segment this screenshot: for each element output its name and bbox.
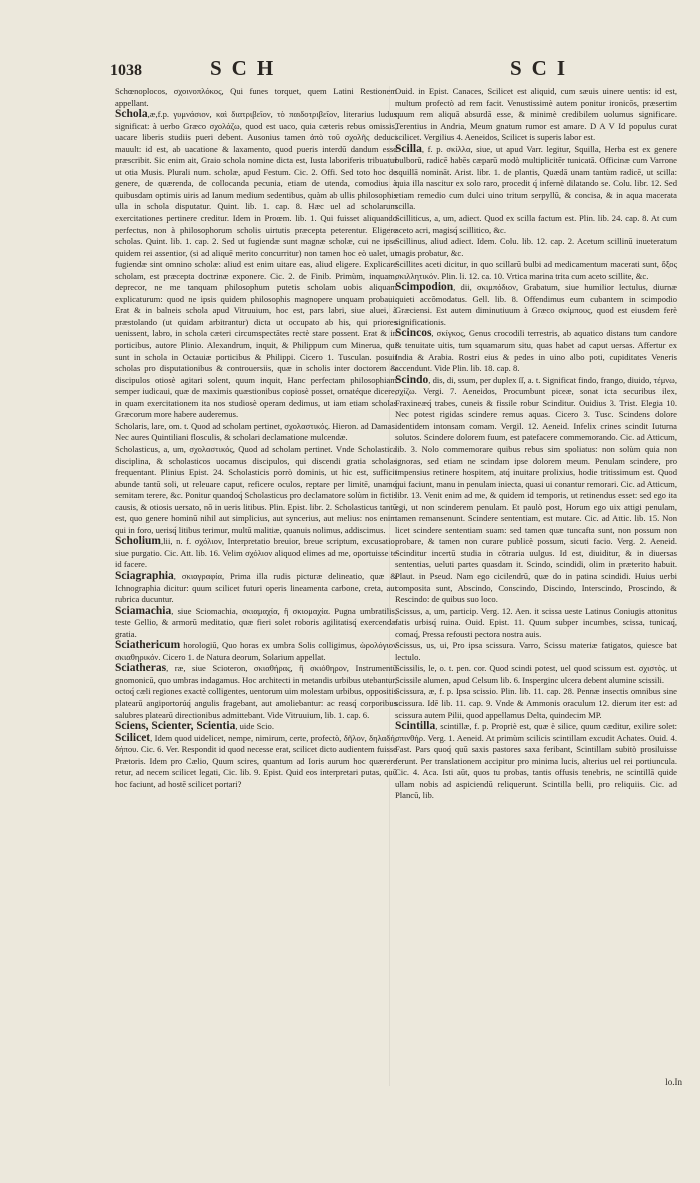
entry: Sciagraphia, σκιαγραφία, Prima illa rudis picturæ delineatio, quæ & Ichnographia dicitur: quum scilicet futuri operis lineamenta carbone, creta, aut rubrica ducuntur. — [115, 569, 397, 605]
entry: Scincos, σκίγκος, Genus crocodili terrestris, ab aquatico distans tum candore & tenuitate uitis, tum squamarum situ, quas habet ad caput uersas. Affertur ex India & Arabia. Rostri eius & pedes in uino albo poti, cupiditates Veneris accendunt. Vide Plin. lib. 18. cap. 8. — [395, 327, 677, 374]
entry: Sciens, Scienter, Scientia, uide Scio. — [115, 720, 274, 733]
entry: Sciatheras, ræ, siue Scioteron, σκιαθήρας, ἢ σκιόθηρον, Instrumentū gnomonicū, quo umbras indagamus. Hoc architecti in metandis urbibus utebantur, octoq́ cæli regiones exactè colligentes, uentorum uim molestam urbibus, oppositis platearū angiportorúq́ angulis fragebant, aut amoliebantur: ac reasq́ corporibus salubres platearū directionibus admittebant. Vide Vitruuium, lib. 1. cap. 6. — [115, 662, 397, 720]
entry: Scimpodion, dii, σκιμπόδιον, Grabatum, siue humilior lectulus, diurnæ quieti accōmodatus. Gell. lib. 8. Offendimus eum cubantem in scimpodio Græciensi. Est autem diminutiuum à Græco σκίμπους, quod est eiusdem ferè significationis. — [395, 281, 677, 327]
entry: Schola,æ,f.p. γυμνάσιον, καὶ διατριβεῖον, τὸ παιδοτριβεῖον, literarius ludus significat: à uerbo Græco σχολάζω, quod est uaco, quia cæteris rebus omissis, uacare liberis studiis pueri debent. Ausonius tamen ἀπὸ τοῦ σχολῆς deduci mauult: id est, ab uacatione & laxamento, quod pueris interdū dandum esse præscribit. Sic enim ait, Graio schola nomine dicta est, Iusta laboriferis tribuatur ut otia Musis. Plurali num. scholæ, apud Festum. Cic. 2. Offi. Sed toto hoc de genere, de quærenda, de collocanda pecunia, etiam de utenda, comodius à quibusdam optimis uiris ad Ianum medium sedentibus, quàm ab ullis philosophis ulla in schola disputatur. Quint. lib. 1. cap. 8. Hæc uel ad scholarum exercitationes pertinere creditur. Idem in Proœm. lib. 1. Qui fuisset aliquando perfectus, non à philosophorum scholis uirtutis præcepta peterentur. Eligere scholas. Quint. lib. 1. cap. 2. Sed ut fugiendæ sunt magnæ scholæ, cui ne ipse quidem rei assentior, (si ad aliquē merito concurritur) non tamen hoc eò ualet, ut fugiendæ sint omnino scholæ: aliud est enim uitare eas, aliud eligere. Explicare scholam, est præcepta doctrinæ exponere. Cic. 2. de Finib. Primùm, inquam, deprecor, ne me tanquam philosophum putetis scholam uobis aliquam explicaturum: quod ne ipsis quidem philosophis magnopere unquam probaui. Erat & in balneis schola apud Vitruuium, hoc est, pars labri, siue aluei, à præstolando (ut quidam arbitrantur) dicta ut occupato ab his, qui priores uenissent, labro, in schola cæteri circumspectātes rectè stare possent. Erat & in porticibus, autore Plinio. Alexandrum, inquit, & Philippum cum Minerua, qui sunt in schola in Octauiæ porticibus & Philippi. Cicero 1. Tusculan. posuit scholas pro disputationibus & controuersiis, quæ in scholis inter doctorem & discipulos otiosè agitari solent, quum inquit, Hanc perfectam philosophiam semper iudicaui, quæ de maximis quæstionibus copiosè posset, ornatéque dicere, in quam exercitationem ita nos studiosè operam dedimus, ut iam etiam scholas Græcorum more habere auderemus. — [115, 108, 397, 420]
page-header — [110, 56, 690, 86]
entry: Scissura, æ, f. p. Ipsa scissio. Plin. lib. 11. cap. 28. Pennæ insectis omnibus sine scissura. Idē lib. 11. cap. 9. Vnde & Ammonis oraculum 12. dierum iter est: ad scissura autem Pilii, quod appellamus Delta, quindecim MP. — [395, 686, 677, 720]
catchword: lo.In — [665, 1077, 682, 1087]
entry: Schœnoplocos, σχοινοπλόκος, Qui funes torquet, quem Latini Restionem appellant. — [115, 86, 397, 108]
entry: Scholasticus, a, um, σχολαστικός, Quod ad scholam pertinet. Vnde Scholastica disciplina, & scholasticos uocamus discipulos, qui discendi gratia scholas frequentant. Plinius Epist. 24. Scholasticis porrò dominis, ut hic est, sufficit abunde tantū soli, ut releuare caput, reficere oculos, reptare per limitē, unamq́ semitam terere, &c. Ponitur quandoq́ Scholasticus pro declamatore solùm in fictis causis, & otiosis uersato, nō in ueris litibus. Plin. Epist. libr. 2. Scholasticus tantū est, quo genere hominū nihil aut simplicius, aut syncerius, aut melius: nos enim qui in foro, uerisq́ litibus terimur, multū malitiæ, quanuis nolimus, addiscimus. — [115, 443, 397, 535]
entry: Scintilla, scintillæ, f. p. Propriè est, quæ è silice, quum cæditur, exilire solet: σπινθήρ. Verg. 1. Aeneid. At primùm scilicis scintillam excudit Achates. Ouid. 4. Fast. Pars quoq́ quū saxis pastores saxa feribant, Scintillam subitò prosiluisse ferunt. Per translationem accipitur pro minima lucis, alterius uel rei portiuncula. Cic. 4. Aca. Isti aūt, quos tu probas, tantis offusis tenebris, ne scintillā quide ullam nobis ad aspiciendū reliquerunt. Scintilla belli, pro reliquiis. Cic. ad Plancū, lib. — [395, 720, 677, 801]
entry: Scillites aceti dicitur, in quo scillarū bulbi ad medicamentum macerati sunt, ὄξος σκιλλητικόν. Plin. li. 12. ca. 10. Vrtica marina trita cum aceto scillite, &c. — [395, 259, 677, 281]
entry: Sciamachia, siue Sciomachia, σκιαμαχία, ἢ σκιομαχία. Pugna umbratilis, teste Gellio, & armorū meditatio, quæ fieri solet roboris agilitatisq́ exercendæ gratia. — [115, 604, 397, 639]
entry: Scindo, dis, di, ssum, per duplex ſſ, a. t. Significat findo, frango, diuido, τέμνω, σχίζω. Vergi. 7. Aeneidos, Procumbunt piceæ, sonat icta securibus ilex, Fraxineæq́ trabes, cuneis & fissile robur Scinditur. Ouidius 3. Trist. Elegia 10. Nec potest rigidas scindere remus aquas. Cicero 3. Tusc. Scindens dolore identidem intonsam comam. Vergil. 12. Aeneid. Infelix crines scindit Iuturna solutos. Scindere dolorem fuum, est patefacere commemorando. Cic. ad Atticum, lib. 3. Nolo commemorare quibus rebus sim spoliatus: non solùm quia non ignoras, sed etiam ne scindam ipse dolorem meum. Penulam scindere, pro impensius retinere hospitem, atq́ inuitare prolixius, hodie tritissimum est. Quod qui faciunt, manu in penulam iniecta, quasi ui conantur remorari. Cic. ad Atticum, libr. 13. Venit enim ad me, & quidem id temporis, ut retinendus esset: sed ego ita egi, ut non scinderem penulam. Et paulò post, Horum ego uix attigi penulam, tamen remansenunt. Scindere sententiam, est mutare. Cic. ad Attic. lib. 15. Non licet scindere sententiam suam: sed tamen quæ tuncafta sunt, non possum non probare, & tamen non curare publicè possum, sicuti facio. Verg. 2. Aeneid. Scinditur incertū studia in cōtraria uulgus. Id est, diuiditur, & in diuersas sententias, ueluti partes quasdam it. Scindo, scindidi, olim in præterito habuit. Plaut. in Pseud. Nam ego cicilendrū, quæ do in patina scindidi. Huius uerbi composita sunt, Abscindo, Conscindo, Discindo, Interscindo, Proscindo, & Rescindo: de quibus suo loco. — [395, 373, 677, 605]
entry: Scissus, a, um, particip. Verg. 12. Aen. it scissa ueste Latinus Coniugis attonitus fatis urbisq́ ruina. Ouid. Epist. 11. Quum subper incumbes, scissa, tunicaq́, comaq́, Pressa refousti pectora nostra auis. — [395, 605, 677, 639]
entry: Scilicet, Idem quod uidelicet, nempe, nimirum, certe, profectò, δῆλον, δηλαδή, δήπου. Cic. 6. Ver. Respondit id quod necesse erat, scilicet dicto audientem fuisse Prætoris. Idem pro Cælio, Quum scires, quantum ad Ioris aurum hoc quærere retur, ad necem scilicet legati, Cic. lib. 9. Epist. Quid eos interpretari putas, quū hoc faciunt, ad hostē scilicet portari? — [115, 731, 397, 789]
entry: Ouid. in Epist. Canaces, Scilicet est aliquid, cum sæuis uinere uentis: id est, multum profectò ad rem facit. Venustissimè autem ponitur ironicōs, præsertim quum rem aliquā absurdā esse, & minimè credibilem uolumus significare. Terentius in Andria, Meum gnatum rumor est amare. D A V Id populus curat scilicet. Vergilius 4. Aeneidos, Scilicet is superis labor est. — [395, 86, 677, 143]
running-head-left: SCH — [210, 56, 284, 80]
entry: Sciathericum horologiū, Quo horas ex umbra Solis colligimus, ὡρολόγιον σκιαθηρικόν. Cicero 1. de Natura deorum, Solarium appellat. — [115, 639, 397, 662]
left-column — [115, 86, 397, 790]
page-number: 1038 — [110, 62, 142, 79]
entry: Scholium,lii, n. f. σχόλιον, Interpretatio breuior, breue scriptum, excusatio, siue purgatio. Cic. Att. lib. 16. Velim σχόλιον aliquod elimes ad me, oportuisse te id facere. — [115, 535, 397, 570]
entry: Scillinus, aliud adiect. Idem. Colu. lib. 12. cap. 2. Acetum scillinū inueteratum magis probatur, &c. — [395, 236, 677, 258]
entry: Scissus, us, ui, Pro ipsa scissura. Varro, Scissu materiæ fatigatos, quiesce bat lectulo. — [395, 640, 677, 662]
right-column — [395, 86, 677, 802]
entry: Scilliticus, a, um, adiect. Quod ex scilla factum est. Plin. lib. 24. cap. 8. At cum aceto acri, magisq́ scillitico, &c. — [395, 213, 677, 235]
entry: Scissilis, le, o. t. pen. cor. Quod scindi potest, uel quod scissum est. σχιστὸς. ut Scissile alumen, apud Celsum lib. 6. Insperginc ulcera debent alumine scissili. — [395, 663, 677, 685]
entry: Scholaris, lare, om. t. Quod ad scholam pertinet, σχολαστικός. Hieron. ad Damas. Nec aures Quintiliani flosculis, & scholari declamatione mulcendæ. — [115, 420, 397, 443]
running-head-right: SCI — [510, 56, 576, 80]
entry: Scilla, f. p. σκίλλα, siue, ut apud Varr. legitur, Squilla, Herba est ex genere bulborū, radicē habēs cæparū modò multiplicitēr tunicatā. Officinæ cum Varrone squillā nomināt. Arist. libr. 1. de plantis, Quædā unam tantùm radicē, ut scilla: quia illa nascitur ex solo raro, procedit q́ infernè dilatando se. Colu. libr. 12. Sed etiam remedio cum dulci uino tritum serpyllū, & concisa, & in aqua macerata scilla. — [395, 142, 677, 212]
